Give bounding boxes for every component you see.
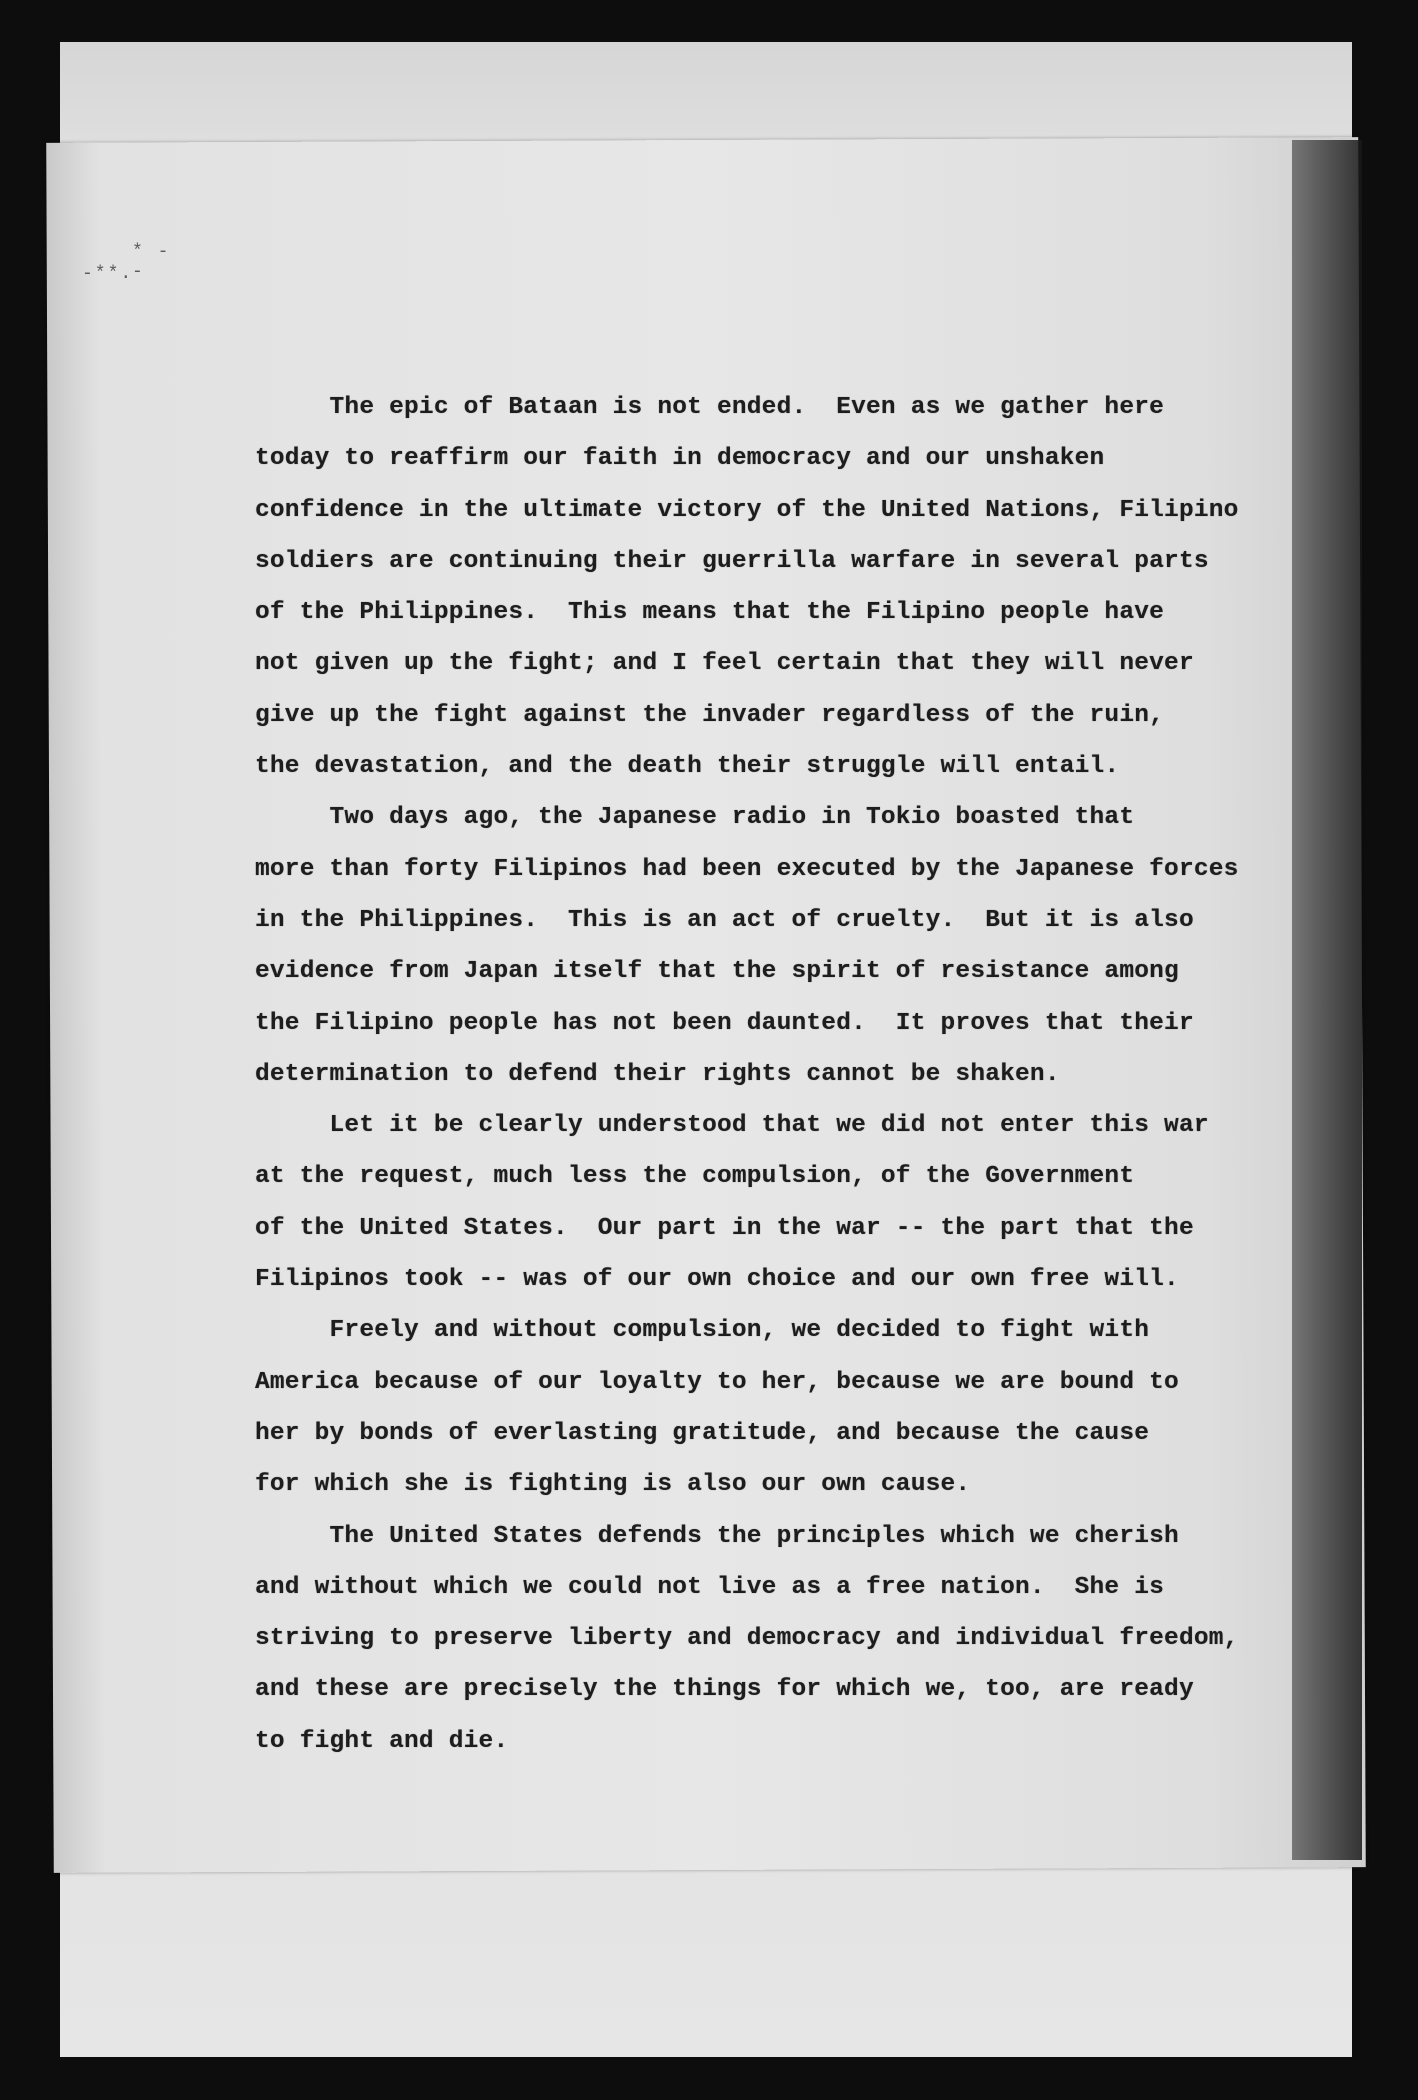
text-line: and these are precisely the things for which we, too, are ready (255, 1676, 1194, 1704)
text-line: not given up the fight; and I feel certain that they will never (255, 650, 1194, 678)
page-edge-shadow (1292, 140, 1362, 1860)
text-line: America because of our loyalty to her, because we are bound to (255, 1368, 1179, 1396)
text-line: give up the fight against the invader regardless of the ruin, (255, 701, 1165, 729)
text-line: evidence from Japan itself that the spirit of resistance among (255, 958, 1179, 986)
text-line: Two days ago, the Japanese radio in Tokio boasted that (255, 804, 1135, 832)
text-line: of the Philippines. This means that the Filipino people have (255, 599, 1165, 627)
text-line: The United States defends the principles which we cherish (255, 1522, 1179, 1550)
text-line: striving to preserve liberty and democracy and individual freedom, (255, 1625, 1239, 1653)
text-line: to fight and die. (255, 1727, 509, 1755)
text-line: for which she is fighting is also our own cause. (255, 1471, 971, 1499)
margin-mark: -**. (82, 264, 134, 284)
text-line: at the request, much less the compulsion, of the Government (255, 1163, 1135, 1191)
text-line: Filipinos took -- was of our own choice and our own free will. (255, 1266, 1179, 1294)
text-line: Let it be clearly understood that we did not enter this war (255, 1112, 1209, 1140)
text-line: today to reaffirm our faith in democracy and our unshaken (255, 445, 1105, 473)
text-line: in the Philippines. This is an act of cruelty. But it is also (255, 906, 1194, 934)
text-line: the devastation, and the death their struggle will entail. (255, 753, 1120, 781)
text-line: soldiers are continuing their guerrilla warfare in several parts (255, 547, 1209, 575)
text-line: her by bonds of everlasting gratitude, and because the cause (255, 1419, 1150, 1447)
margin-marks (82, 242, 182, 292)
text-line: and without which we could not live as a free nation. She is (255, 1573, 1165, 1601)
margin-mark: * -- (132, 242, 171, 282)
typewritten-speech-text (255, 382, 1295, 1767)
text-line: the Filipino people has not been daunted. It proves that their (255, 1009, 1194, 1037)
text-line: of the United States. Our part in the war -- the part that the (255, 1214, 1194, 1242)
text-line: determination to defend their rights cannot be shaken. (255, 1060, 1060, 1088)
text-line: Freely and without compulsion, we decided to fight with (255, 1317, 1150, 1345)
text-line: more than forty Filipinos had been executed by the Japanese forces (255, 855, 1239, 883)
text-line: confidence in the ultimate victory of the United Nations, Filipino (255, 496, 1239, 524)
text-line: The epic of Bataan is not ended. Even as we gather here (255, 394, 1165, 421)
